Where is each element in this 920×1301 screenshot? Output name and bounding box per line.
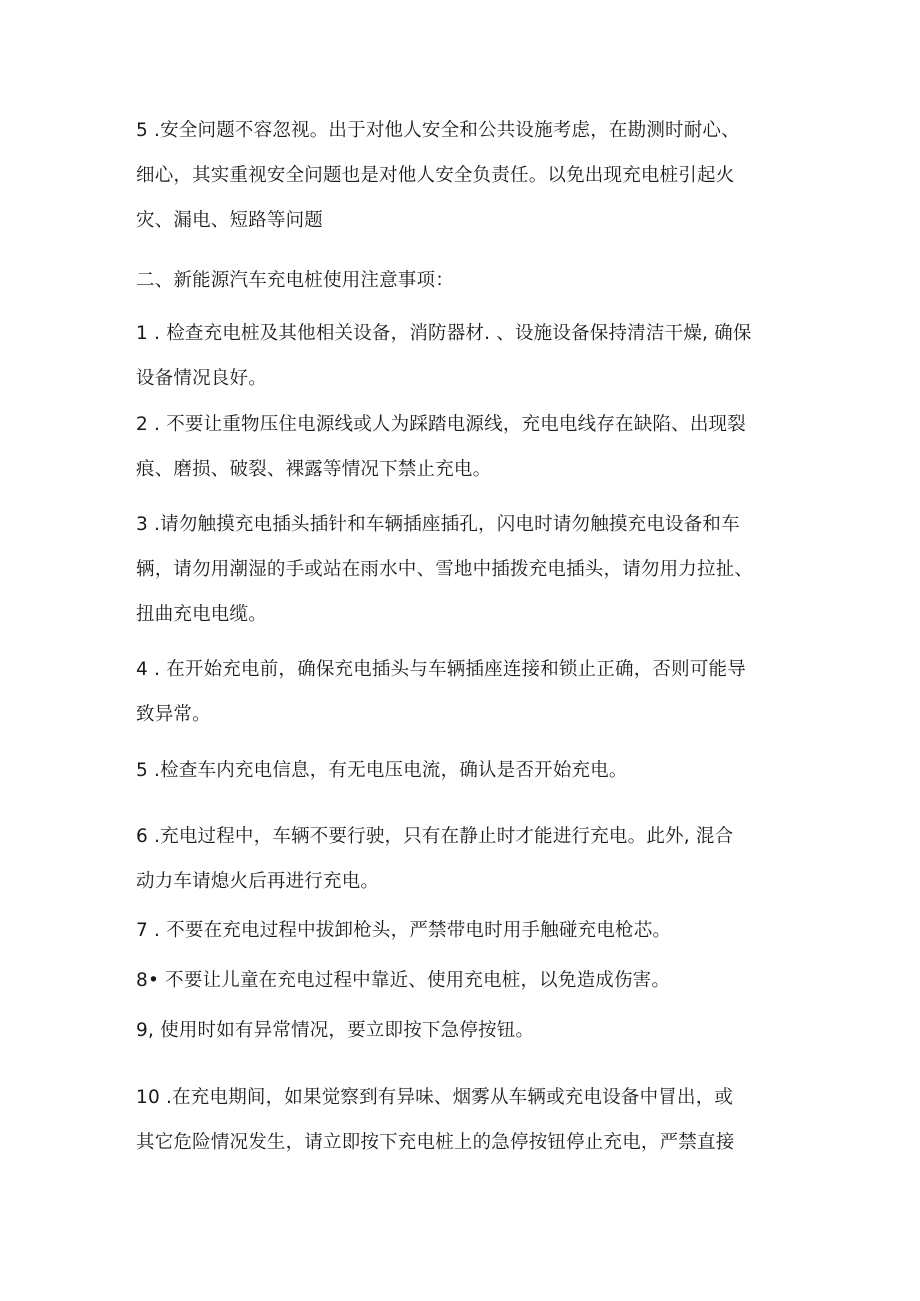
line: 辆，请勿用潮湿的手或站在雨水中、雪地中插拨充电插头，请勿用力拉扯、 xyxy=(136,559,754,580)
line: 5 .检查车内充电信息，有无电压电流，确认是否开始充电。 xyxy=(136,760,628,781)
line: 痕、磨损、破裂、裸露等情况下禁止充电。 xyxy=(136,459,492,480)
paragraph-item-5 xyxy=(136,748,796,793)
line: 动力车请熄火后再进行充电。 xyxy=(136,871,380,892)
paragraph-item-7 xyxy=(136,908,796,953)
line: 1 . 检查充电桩及其他相关设备，消防器材. 、设施设备保持清洁干燥, 确保 xyxy=(136,323,752,344)
line: 6 .充电过程中，车辆不要行驶，只有在静止时才能进行充电。此外, 混合 xyxy=(136,826,734,847)
line: 设备情况良好。 xyxy=(136,368,267,389)
paragraph-item-10 xyxy=(136,1075,796,1165)
paragraph-item-2 xyxy=(136,402,796,492)
paragraph-safety-note xyxy=(136,108,796,243)
line: 5 .安全问题不容忽视。出于对他人安全和公共设施考虑，在勘测时耐心、 xyxy=(136,120,740,141)
paragraph-item-8 xyxy=(136,958,796,1003)
section-heading xyxy=(136,258,796,303)
paragraph-item-4 xyxy=(136,647,796,737)
line: 扭曲充电电缆。 xyxy=(136,604,267,625)
line: 10 .在充电期间，如果觉察到有异味、烟雾从车辆或充电设备中冒出，或 xyxy=(136,1087,734,1108)
line: 7 . 不要在充电过程中拔卸枪头，严禁带电时用手触碰充电枪芯。 xyxy=(136,920,672,941)
line: 致异常。 xyxy=(136,704,211,725)
line: 4 . 在开始充电前，确保充电插头与车辆插座连接和锁止正确，否则可能导 xyxy=(136,659,746,680)
line: 3 .请勿触摸充电插头插针和车辆插座插孔，闪电时请勿触摸充电设备和车 xyxy=(136,514,740,535)
paragraph-item-6 xyxy=(136,814,796,904)
line: 细心，其实重视安全问题也是对他人安全负责任。以免出现充电桩引起火 xyxy=(136,165,735,186)
paragraph-item-1 xyxy=(136,311,796,401)
line: 其它危险情况发生，请立即按下充电桩上的急停按钮停止充电，严禁直接 xyxy=(136,1132,735,1153)
paragraph-item-9 xyxy=(136,1008,796,1053)
paragraph-item-3 xyxy=(136,502,796,637)
heading-line: 二、新能源汽车充电桩使用注意事项： xyxy=(136,270,454,291)
line: 2 . 不要让重物压住电源线或人为踩踏电源线，充电电线存在缺陷、出现裂 xyxy=(136,414,746,435)
line: 8• 不要让儿童在充电过程中靠近、使用充电桩，以免造成伤害。 xyxy=(136,970,671,991)
line: 灾、漏电、短路等问题 xyxy=(136,210,324,231)
line: 9, 使用时如有异常情况，要立即按下急停按钮。 xyxy=(136,1020,535,1041)
